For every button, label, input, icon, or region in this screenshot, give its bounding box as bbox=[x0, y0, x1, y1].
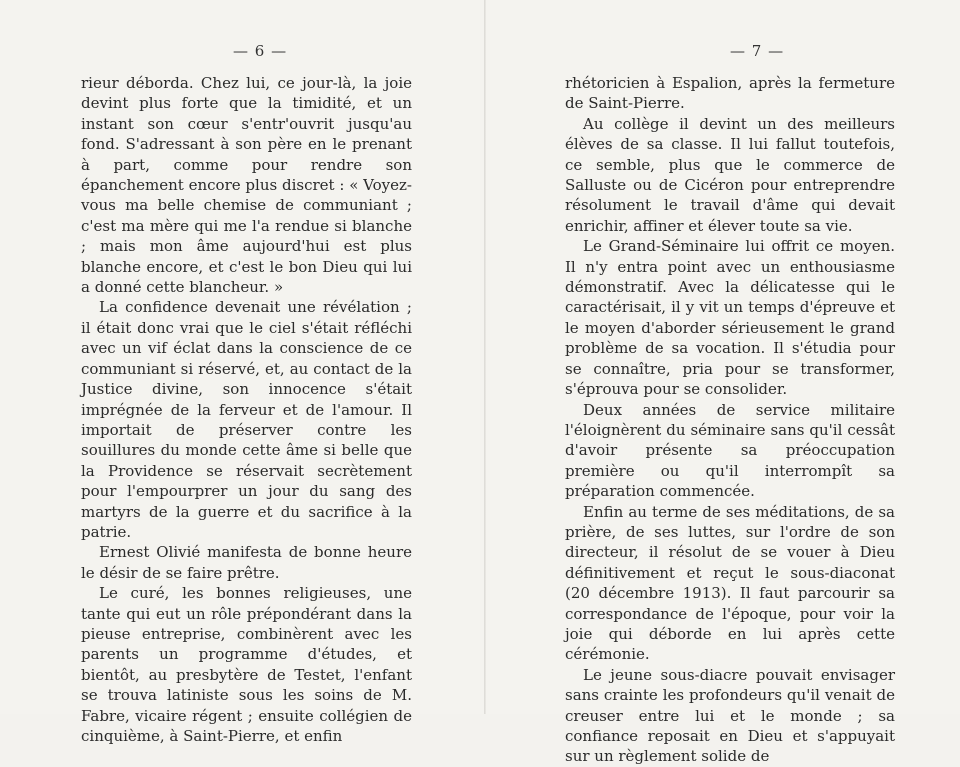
paragraph: Au collège il devint un des meilleurs élèves de sa classe. Il lui fallut toutefois, ce semble, plus que le commerce de Salluste ou de Cicéron pour entreprendre résolument le travail d'âme qui devait enrichir, affiner et élever toute sa vie. bbox=[565, 114, 895, 235]
page-number: — 7 — bbox=[730, 42, 785, 60]
paragraph: Enfin au terme de ses méditations, de sa prière, de ses luttes, sur l'ordre de son directeur, il résolut de se vouer à Dieu définitivement et reçut le sous-diaconat (20 décembre 1913). Il faut parcourir sa correspondance de l'époque, pour voir la joie qui déborde en lui après cette cérémonie. bbox=[565, 502, 895, 664]
paragraph: La confidence devenait une révélation ; il était donc vrai que le ciel s'était réfléchi avec un vif éclat dans la conscience de ce communiant si réservé, et, au contact de la Justice divine, son innocence s'était imprégnée de la ferveur et de l'amour. Il importait de préserver contre les souillures du monde cette âme si belle que la Providence se réservait secrètement pour l'empourprer un jour du sang des martyrs de la guerre et du sacrifice à la patrie. bbox=[81, 298, 412, 541]
paragraph: rieur déborda. Chez lui, ce jour-là, la joie devint plus forte que la timidité, et un instant son cœur s'entr'ouvrit jusqu'au fond. S'adressant à son père en le prenant à part, comme pour rendre son épanchement encore plus discret : « Voyez-vous ma belle chemise de communiant ; c'est ma mère qui me l'a rendue si blanche ; mais mon âme aujourd'hui est plus blanche encore, et c'est le bon Dieu qui lui a donné cette blancheur. » bbox=[81, 74, 412, 297]
right-page bbox=[486, 0, 960, 766]
paragraph: Le jeune sous-diacre pouvait envisager sans crainte les profondeurs qu'il venait de creuser entre lui et le monde ; sa confiance reposait en Dieu et s'appuyait sur un règlement solide de bbox=[565, 665, 895, 766]
paragraph: Deux années de service militaire l'éloignèrent du séminaire sans qu'il cessât d'avoir présente sa préoccupation première ou qu'il interrompît sa préparation commencée. bbox=[565, 400, 895, 501]
page-body bbox=[565, 73, 895, 767]
paragraph: Ernest Olivié manifesta de bonne heure le désir de se faire prêtre. bbox=[81, 543, 412, 582]
page-body bbox=[81, 73, 412, 746]
paragraph: Le curé, les bonnes religieuses, une tante qui eut un rôle prépondérant dans la pieuse entreprise, combinèrent avec les parents un programme d'études, et bientôt, au presbytère de Testet, l'enfant se trouva latiniste sous les soins de M. Fabre, vicaire régent ; ensuite collégien de cinquième, à Saint-Pierre, et enfin bbox=[81, 584, 412, 745]
paragraph: Le Grand-Séminaire lui offrit ce moyen. Il n'y entra point avec un enthousiasme démonstratif. Avec la délicatesse qui le caractérisait, il y vit un temps d'épreuve et le moyen d'aborder sérieusement le grand problème de sa vocation. Il s'étudia pour se connaître, pria pour se transformer, s'éprouva pour se consolider. bbox=[565, 237, 895, 399]
left-page bbox=[0, 0, 484, 745]
paragraph: rhétoricien à Espalion, après la fermeture de Saint-Pierre. bbox=[565, 74, 895, 113]
page-number: — 6 — bbox=[233, 42, 288, 60]
